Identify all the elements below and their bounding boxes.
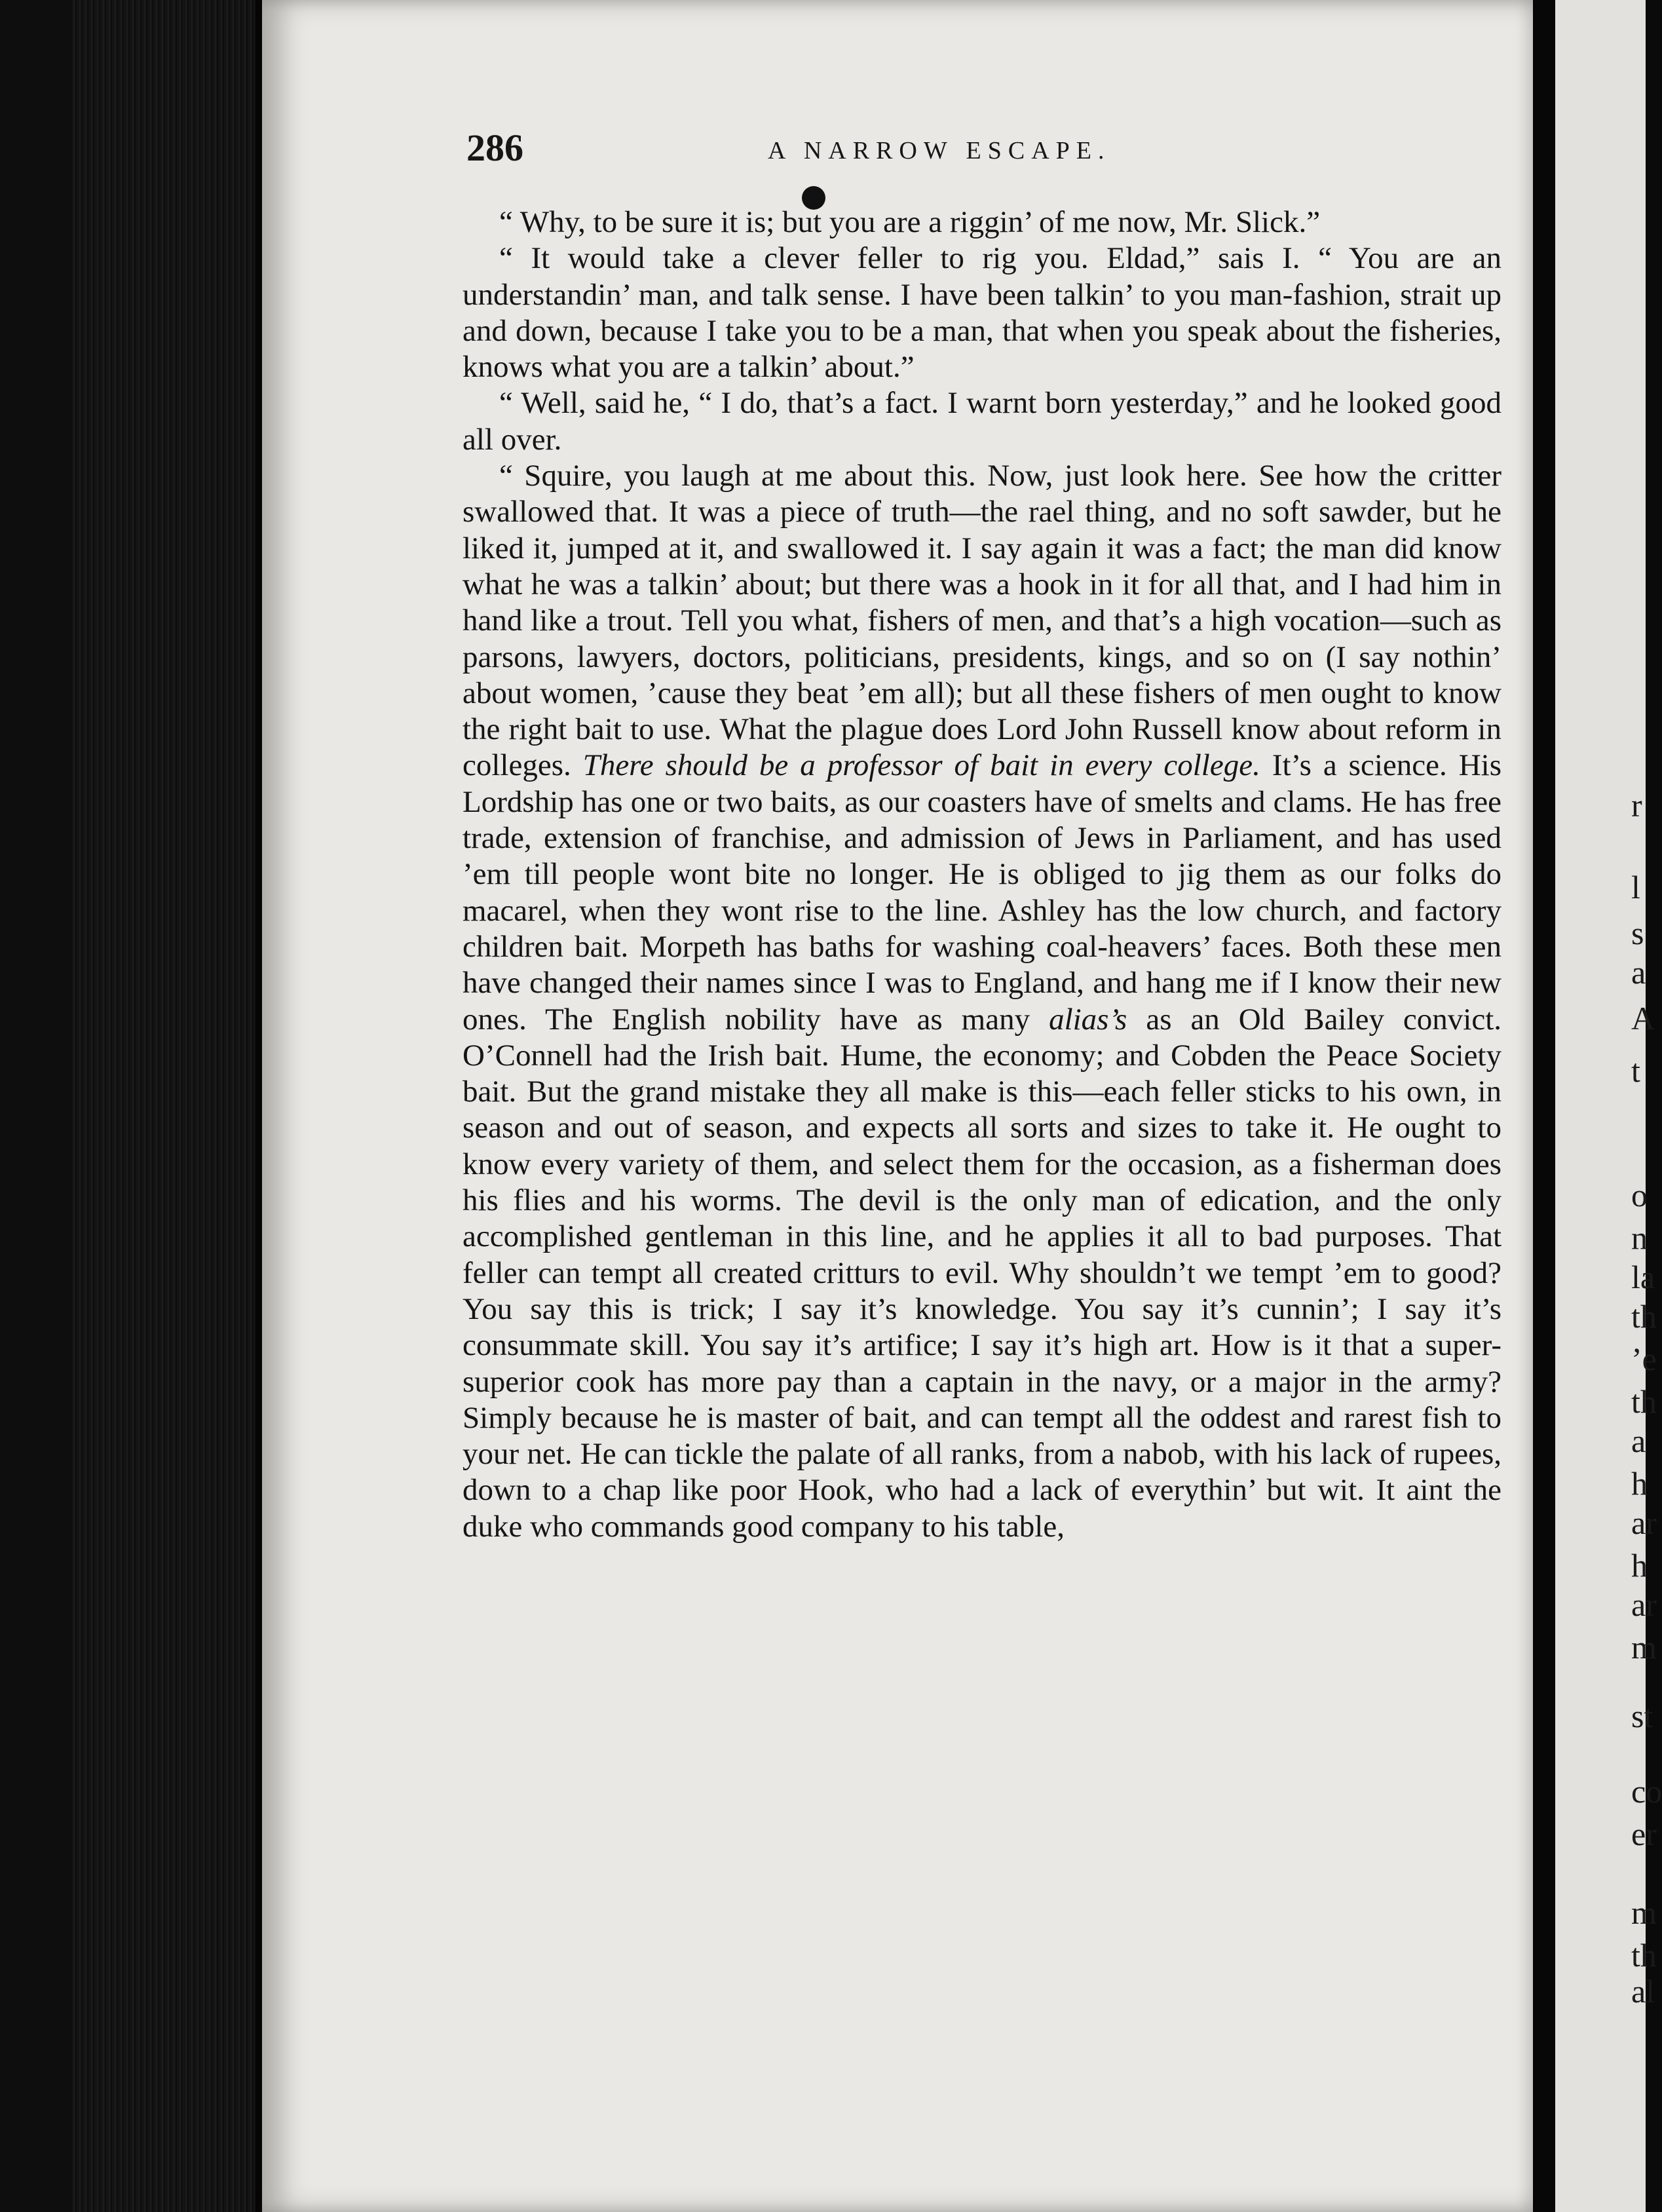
facing-page-fragment: ar — [1631, 1504, 1657, 1541]
facing-page-fragment: co — [1631, 1773, 1662, 1810]
text-segment: “ It would take a clever feller to rig you. Eldad,” sais I. “ You are an understandin’ man, and talk sense. I have been talkin’ to you man-fashion, strait up and down, because I take you to be a man, that when you speak about the fisheries, knows what you are a talkin’ about.” — [463, 241, 1501, 385]
facing-page-fragment: t — [1631, 1052, 1640, 1089]
facing-page-fragment: th — [1631, 1383, 1657, 1420]
italic-text-segment: There should be a professor of bait in every college. — [582, 748, 1260, 783]
facing-page-fragment: m — [1631, 1629, 1657, 1666]
facing-page-fragment: o — [1631, 1177, 1648, 1213]
facing-page-fragment: m — [1631, 1894, 1657, 1931]
facing-page-fragment: h — [1631, 1547, 1648, 1584]
text-segment: It’s a science. His Lordship has one or two baits, as our coasters have of smelts and clams. He has free trade, extension of franchise, and admission of Jews in Parliament, and has used ’em till people wont bite no longer. He is obliged to jig them as our folks do macarel, when they wont rise to the line. Ashley has the low church, and factory children bait. Morpeth has baths for washing coal-heavers’ faces. Both these men have changed their names since I was to England, and hang me if I know their new ones. The English nobility have as many — [463, 748, 1501, 1037]
facing-page-fragment: th — [1631, 1937, 1657, 1974]
facing-page-fragment: l — [1631, 869, 1640, 906]
page-header — [466, 126, 1501, 172]
body-text — [463, 204, 1501, 1545]
paragraph — [463, 385, 1501, 458]
paragraph — [463, 240, 1501, 385]
running-head: A NARROW ESCAPE. — [768, 137, 1111, 164]
facing-page-fragment: ar — [1631, 1586, 1657, 1623]
text-segment: “ Well, said he, “ I do, that’s a fact. I warnt born yesterday,” and he looked good all over. — [463, 386, 1501, 457]
text-segment: “ Why, to be sure it is; but you are a riggin’ of me now, Mr. Slick.” — [499, 205, 1321, 239]
book-page-edges — [72, 0, 255, 2212]
paragraph — [463, 204, 1501, 240]
facing-page-fragment: al — [1631, 1973, 1655, 2010]
book-gutter — [1533, 0, 1555, 2212]
italic-text-segment: alias’s — [1049, 1002, 1127, 1037]
paragraph — [463, 458, 1501, 1545]
text-segment: “ Squire, you laugh at me about this. Now, just look here. See how the critter swallowed that. It was a piece of truth—the rael thing, and no soft sawder, but he liked it, jumped at it, and swallowed it. I say again it was a fact; the man did know what he was a talkin’ about; but there was a hook in it for all that, and I had him in hand like a trout. Tell you what, fishers of men, and that’s a high vocation—such as parsons, lawyers, doctors, politicians, presidents, kings, and so on (I say nothin’ about women, ’cause they beat ’em all); but all these fishers of men ought to know the right bait to use. What the plague does Lord John Russell know about reform in colleges. — [463, 459, 1501, 783]
facing-page-fragment: st — [1631, 1698, 1653, 1734]
facing-page-fragment: a — [1631, 1422, 1646, 1459]
facing-page-text-fragments — [1631, 0, 1662, 2212]
scan-left-margin — [0, 0, 72, 2212]
facing-page-fragment: ’e — [1631, 1341, 1657, 1377]
facing-page-fragment: la — [1631, 1259, 1655, 1295]
facing-page-fragment: a — [1631, 954, 1646, 991]
facing-page-fragment: r — [1631, 787, 1642, 824]
facing-page-fragment: s — [1631, 915, 1644, 951]
facing-page-fragment: A — [1631, 1000, 1655, 1037]
facing-page-fragment: n — [1631, 1219, 1648, 1256]
facing-page-fragment: th — [1631, 1298, 1657, 1335]
page-number: 286 — [466, 126, 523, 169]
facing-page-fragment: h — [1631, 1465, 1648, 1502]
text-segment: as an Old Bailey convict. O’Connell had the Irish bait. Hume, the economy; and Cobden the Peace Society bait. But the grand mistake they all make is this—each feller sticks to his own, in season and out of season, and expects all sorts and sizes to take it. He ought to know every variety of them, and select them for the occasion, as a fisherman does his flies and his worms. The devil is the only man of edication, and the only accomplished gentleman in this line, and he applies it all to bad purposes. That feller can tempt all created critturs to evil. Why shouldn’t we tempt ’em to good? You say this is trick; I say it’s knowledge. You say it’s cunnin’; I say it’s consummate skill. You say it’s artifice; I say it’s high art. How is it that a super-superior cook has more pay than a captain in the navy, or a major in the army? Simply because he is master of bait, and can tempt all the oddest and rarest fish to your net. He can tickle the palate of all ranks, from a nabob, with his lack of rupees, down to a chap like poor Hook, who had a lack of everythin’ but wit. It aint the duke who commands good company to his table, — [463, 1002, 1501, 1544]
facing-page-fragment: er — [1631, 1816, 1657, 1852]
